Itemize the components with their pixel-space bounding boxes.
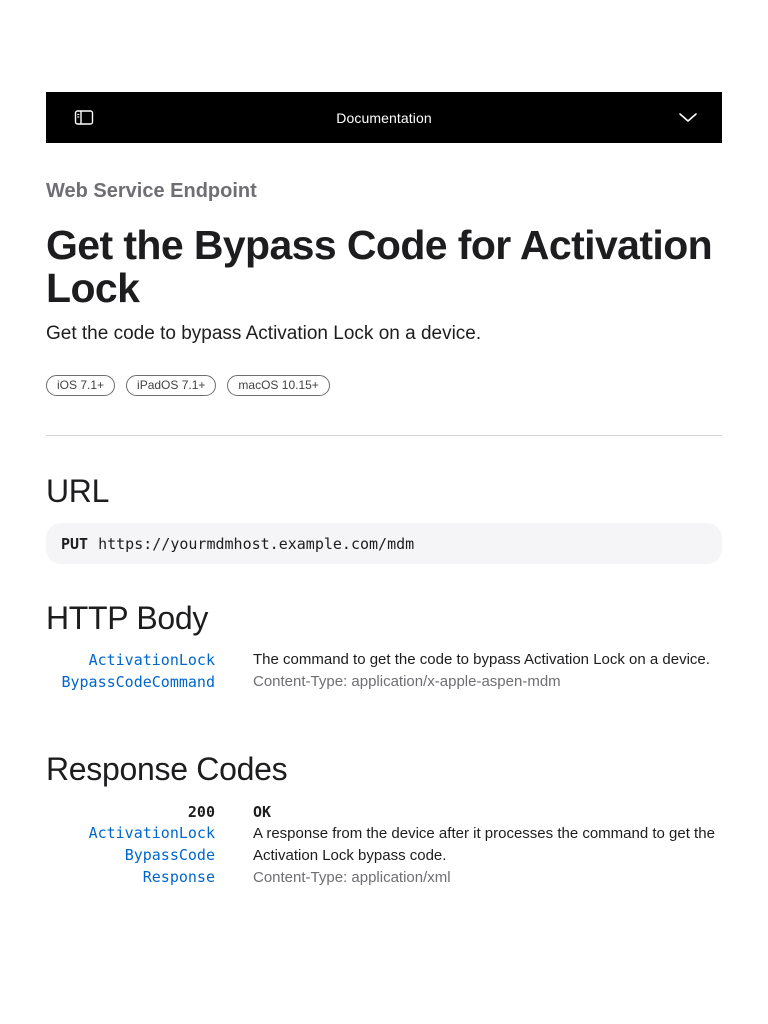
response-name-link[interactable]: [89, 822, 215, 888]
endpoint-url: https://yourmdmhost.example.com/mdm: [98, 534, 415, 553]
page-abstract: Get the code to bypass Activation Lock on a device.: [46, 323, 482, 344]
response-status-text: OK: [253, 803, 272, 821]
platform-badge-macos: macOS 10.15+: [227, 375, 329, 396]
response-codes-heading: Response Codes: [46, 751, 288, 787]
page-title: Get the Bypass Code for Activation Lock: [46, 222, 713, 311]
http-method: PUT: [61, 534, 89, 553]
body-param-name-line1: ActivationLock: [88, 651, 215, 669]
response-status-code: 200: [187, 803, 215, 821]
response-description-block: [253, 801, 723, 889]
response-content-type: Content-Type: application/xml: [253, 869, 451, 886]
body-param-description: The command to get the code to bypass Activation Lock on a device.: [253, 651, 710, 668]
body-param-description-block: [253, 649, 723, 693]
platform-badge-ios: iOS 7.1+: [46, 375, 115, 396]
platform-badge-ipados: iPadOS 7.1+: [126, 375, 216, 396]
response-description: A response from the device after it processes the command to get the Activation Lock bypass code.: [253, 825, 715, 864]
chevron-down-icon[interactable]: [678, 109, 698, 126]
response-name-line3: Response: [142, 868, 215, 886]
body-param-content-type: Content-Type: application/x-apple-aspen-mdm: [253, 673, 561, 690]
url-code-block: [46, 523, 722, 564]
sidebar-toggle-icon[interactable]: [74, 109, 94, 126]
platform-badges: [46, 375, 330, 396]
response-name-line1: ActivationLock: [88, 824, 215, 842]
url-heading: URL: [46, 473, 110, 509]
nav-title: Documentation: [336, 109, 432, 126]
response-name-line2: BypassCode: [124, 846, 215, 864]
documentation-nav-bar: [46, 92, 722, 143]
section-divider: [46, 435, 722, 436]
page-eyebrow: Web Service Endpoint: [46, 180, 257, 202]
body-param-name-line2: BypassCodeCommand: [61, 673, 215, 691]
body-param-name-link[interactable]: [61, 649, 215, 693]
http-body-heading: HTTP Body: [46, 600, 209, 636]
